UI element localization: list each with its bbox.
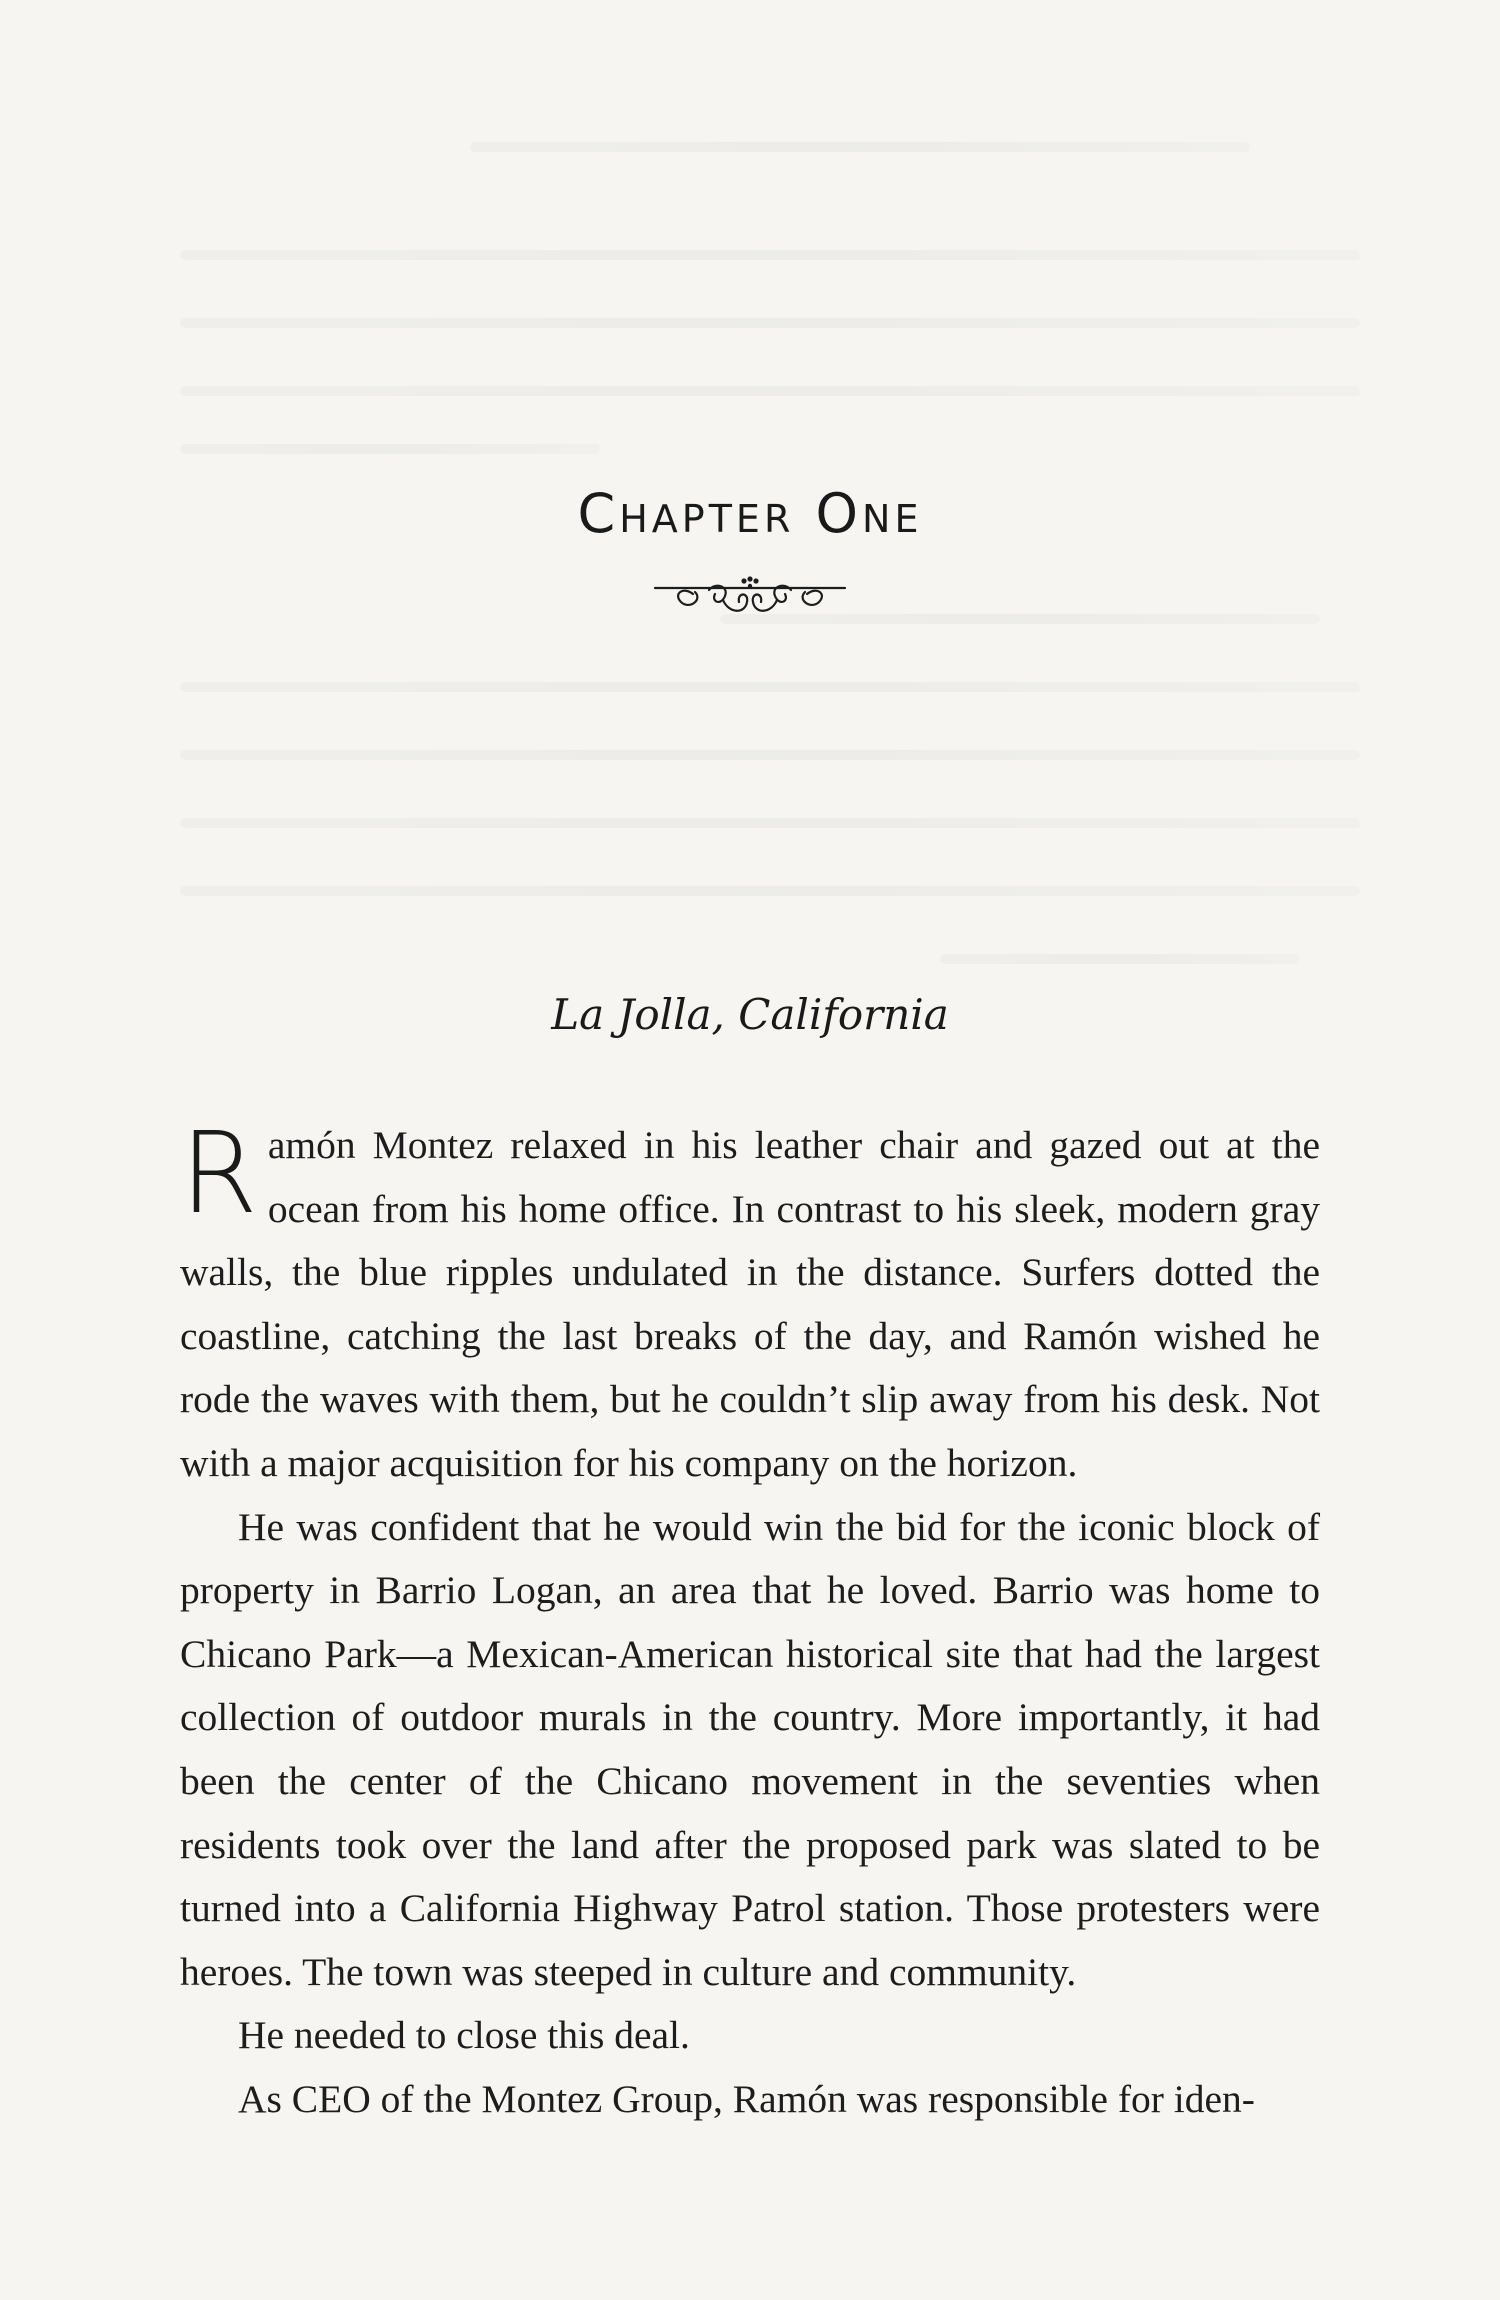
bleed-through-line — [180, 386, 1360, 396]
bleed-through-line — [180, 818, 1360, 828]
paragraph-4: As CEO of the Montez Group, Ramón was responsible for iden- — [238, 2076, 1255, 2121]
bleed-through-line — [180, 444, 600, 454]
paragraph-2: He was confident that he would win the bid for the iconic block of property in Barrio Logan, an area that he loved. Barrio was home to Chicano Park—a Mexican-American historical site that had the largest collection of outdoor murals in the country. More importantly, it had been the center of the Chicano movement in the seventies when residents took over the land after the proposed park was slated to be turned into a California Highway Patrol station. Those protesters were heroes. The town was steeped in culture and community. — [180, 1504, 1320, 1994]
paragraph-1-text: amón Montez relaxed in his leather chair and gazed out at the ocean from his home office. In contrast to his sleek, modern gray walls, the blue ripples undulated in the distance. Surfers dotted the coastline, catching the last breaks of the day, and Ramón wished he rode the waves with them, but he couldn’t slip away from his desk. Not with a major acquisition for his company on the horizon. — [180, 1123, 1320, 1485]
bleed-through-line — [470, 142, 1250, 152]
bleed-through-line — [180, 318, 1360, 328]
bleed-through-line — [180, 682, 1360, 692]
body-text — [180, 1109, 1320, 2132]
location-heading: La Jolla, California — [551, 990, 949, 1039]
paragraph-3: He needed to close this deal. — [238, 2013, 690, 2058]
drop-cap: R — [180, 1109, 258, 1239]
bleed-through-line — [180, 750, 1360, 760]
flourish-ornament-icon — [653, 572, 847, 632]
paragraph-1 — [180, 1109, 1320, 1496]
chapter-title: Chapter One — [577, 482, 923, 545]
bleed-through-line — [180, 886, 1360, 896]
bleed-through-line — [940, 954, 1300, 964]
bleed-through-line — [180, 250, 1360, 260]
